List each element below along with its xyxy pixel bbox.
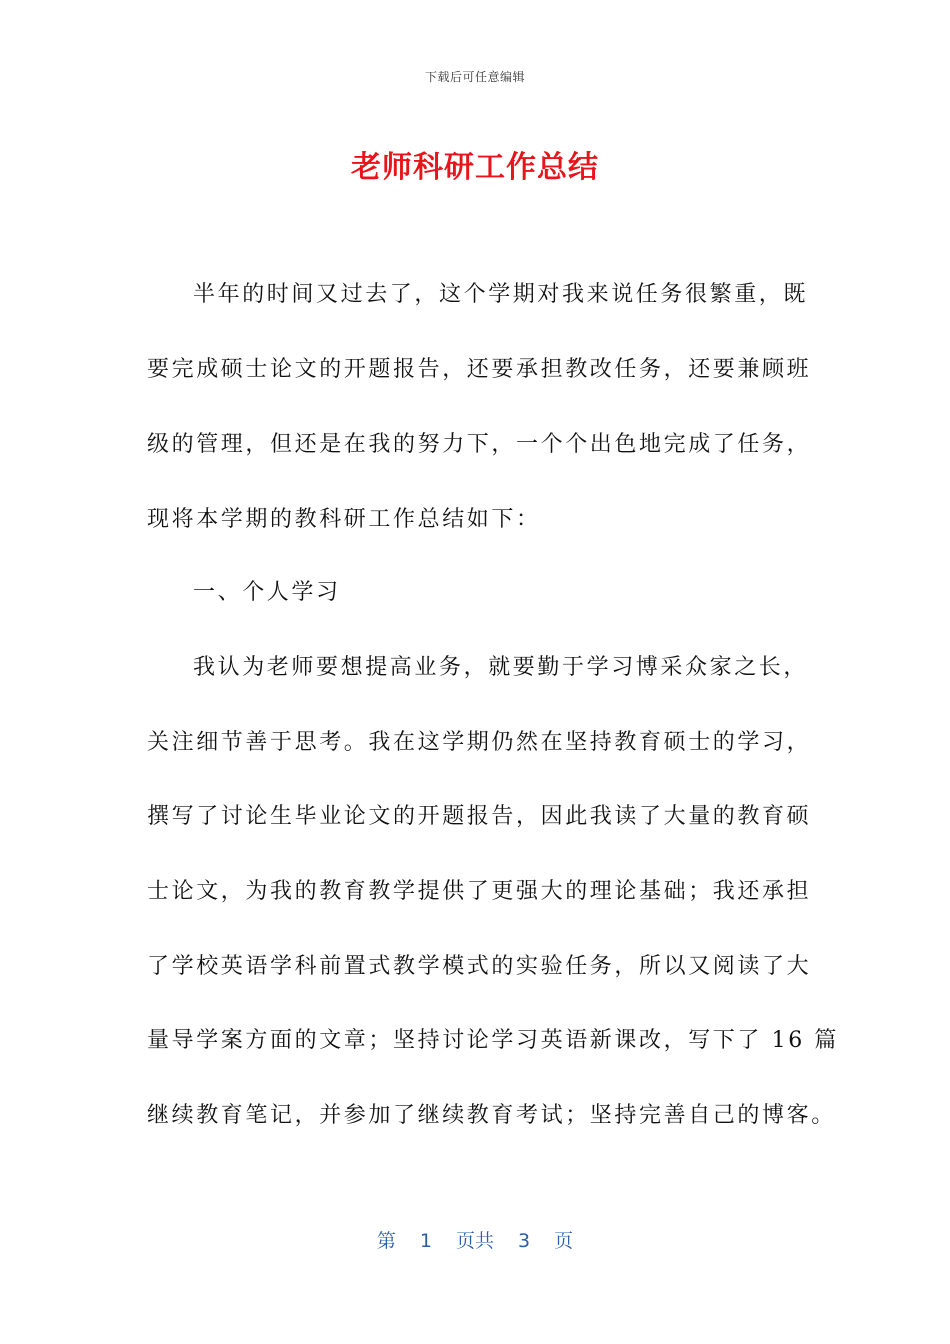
paragraph-line: 量导学案方面的文章；坚持讨论学习英语新课改，写下了 16 篇 [147, 1028, 839, 1053]
total-pages-number: 3 [518, 1230, 531, 1252]
paragraph-line: 要完成硕士论文的开题报告，还要承担教改任务，还要兼顾班 [147, 357, 812, 382]
paragraph-line: 撰写了讨论生毕业论文的开题报告，因此我读了大量的教育硕 [147, 804, 812, 829]
paragraph-line: 现将本学期的教科研工作总结如下： [147, 507, 541, 532]
paragraph-line: 我认为老师要想提高业务，就要勤于学习博采众家之长， [193, 655, 809, 680]
footer-suffix: 页 [554, 1230, 574, 1252]
document-title: 老师科研工作总结 [351, 150, 599, 185]
paragraph-line: 关注细节善于思考。我在这学期仍然在坚持教育硕士的学习， [147, 730, 812, 755]
page-header-note: 下载后可任意编辑 [424, 70, 525, 84]
paragraph-line: 士论文，为我的教育教学提供了更强大的理论基础；我还承担 [147, 879, 812, 904]
paragraph-line: 级的管理，但还是在我的努力下，一个个出色地完成了任务， [147, 432, 812, 457]
paragraph-line: 半年的时间又过去了，这个学期对我来说任务很繁重，既 [193, 282, 809, 307]
page-footer [0, 1226, 950, 1253]
footer-prefix: 第 [376, 1230, 396, 1252]
paragraph-line: 了学校英语学科前置式教学模式的实验任务，所以又阅读了大 [147, 954, 812, 979]
section-heading: 一、个人学习 [193, 580, 341, 605]
paragraph-line: 继续教育笔记，并参加了继续教育考试；坚持完善自己的博客。 [147, 1103, 836, 1128]
current-page-number: 1 [419, 1230, 432, 1252]
footer-middle: 页共 [455, 1230, 494, 1252]
